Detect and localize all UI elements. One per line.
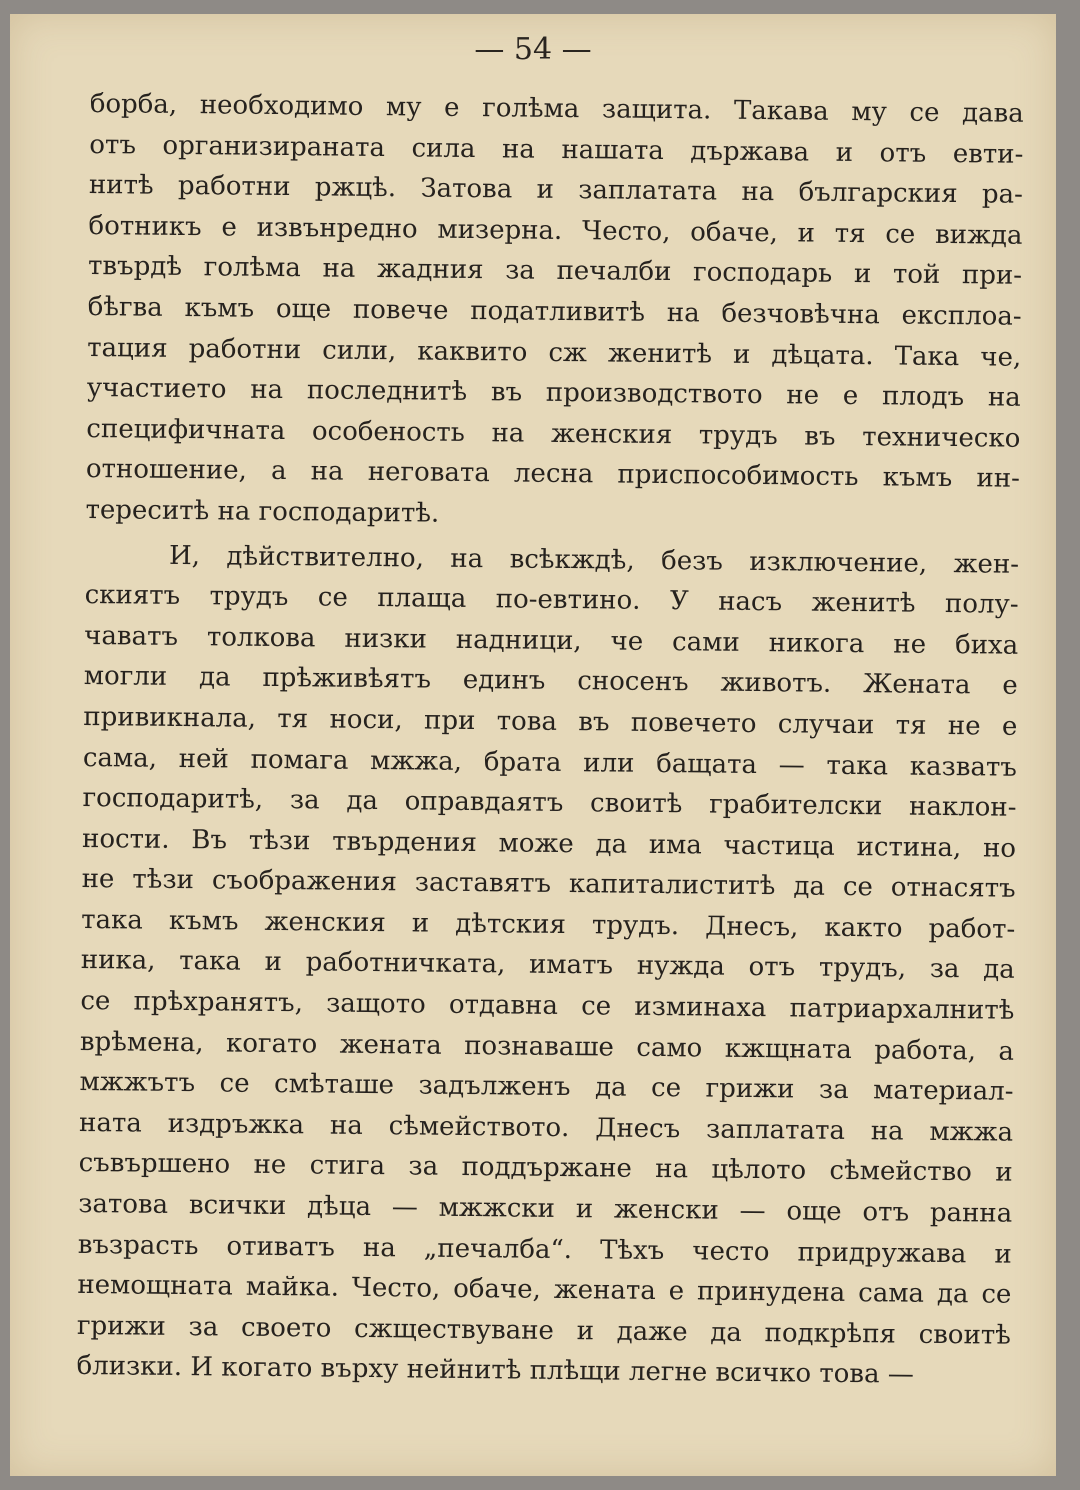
text-line: затова всички дѣца — мжжски и женски — още отъ ранна	[78, 1188, 1013, 1229]
paragraph	[85, 84, 1024, 540]
text-line: тереситѣ на господаритѣ.	[85, 494, 440, 529]
text-line: нитѣ работни ржцѣ. Затова и заплатата на българския ра-	[88, 170, 1024, 210]
text-line: И, дѣйствително, на всѣкждѣ, безъ изключение, жен-	[168, 540, 1020, 580]
text-line: твърдѣ голѣма на жадния за печалби господарь и той при-	[87, 251, 1023, 292]
text-line: скиятъ трудъ се плаща по-евтино. У насъ женитѣ полу-	[84, 580, 1019, 620]
text-line: мжжътъ се смѣташе задълженъ да се грижи за материал-	[79, 1067, 1014, 1107]
text-line: ности. Въ тѣзи твърдения може да има частица истина, но	[81, 823, 1017, 864]
text-line: борба, необходимо му е голѣма защита. Такава му се дава	[89, 88, 1024, 129]
text-line: отношение, а на неговата лесна приспособимость къмъ ин-	[85, 454, 1021, 495]
text-line: участието на последнитѣ въ производството не е плодъ на	[86, 373, 1021, 413]
text-line: отъ организираната сила на нашата държава и отъ евти-	[89, 129, 1024, 170]
body-text	[76, 84, 1024, 1397]
text-line: привикнала, тя носи, при това въ повечето случаи тя не е	[83, 701, 1018, 742]
book-page	[10, 14, 1056, 1476]
text-line: съвършено не стига за поддържане на цѣлото сѣмейство и	[78, 1148, 1013, 1189]
text-line: ника, така и работничката, иматъ нужда отъ трудъ, за да	[80, 945, 1015, 986]
text-line: чаватъ толкова низки надници, че сами никога не биха	[84, 620, 1019, 661]
text-line: тация работни сили, каквито сж женитѣ и дѣцата. Така че,	[87, 332, 1022, 373]
text-line: сама, ней помага мжжа, брата или бащата — така казватъ	[82, 742, 1018, 783]
text-line: специфичната особеность на женския трудъ въ техническо	[86, 413, 1021, 454]
text-line: немощната майка. Често, обаче, жената е принудена сама да се	[77, 1270, 1012, 1310]
text-line: ната издръжка на сѣмейството. Днесъ заплатата на мжжа	[78, 1107, 1014, 1148]
text-line: близки. И когато върху нейнитѣ плѣщи легне всичко това —	[76, 1351, 914, 1391]
text-line: не тѣзи съображения заставятъ капиталиститѣ да се отнасятъ	[81, 864, 1016, 905]
text-line: се прѣхранятъ, защото отдавна се изминаха патриархалнитѣ	[80, 986, 1015, 1026]
text-line: ботникъ е извънредно мизерна. Често, обаче, и тя се вижда	[88, 210, 1023, 251]
text-line: могли да прѣживѣятъ единъ сносенъ животъ. Жената е	[83, 661, 1018, 702]
text-line: господаритѣ, за да оправдаятъ своитѣ грабителски наклон-	[82, 783, 1017, 823]
text-line: грижи за своето сжществуване и даже да подкрѣпя своитѣ	[76, 1310, 1012, 1351]
text-line: възрасть отиватъ на „печалба“. Тѣхъ често придружава и	[77, 1229, 1012, 1270]
text-line: така къмъ женския и дѣтския трудъ. Днесъ, както работ-	[81, 904, 1016, 945]
paragraph	[76, 535, 1019, 1397]
text-line: врѣмена, когато жената познаваше само кжщната работа, а	[79, 1026, 1015, 1067]
text-line: бѣгва къмъ още повече податливитѣ на безчовѣчна експлоа-	[87, 291, 1022, 332]
page-number: — 54 —	[474, 32, 592, 67]
